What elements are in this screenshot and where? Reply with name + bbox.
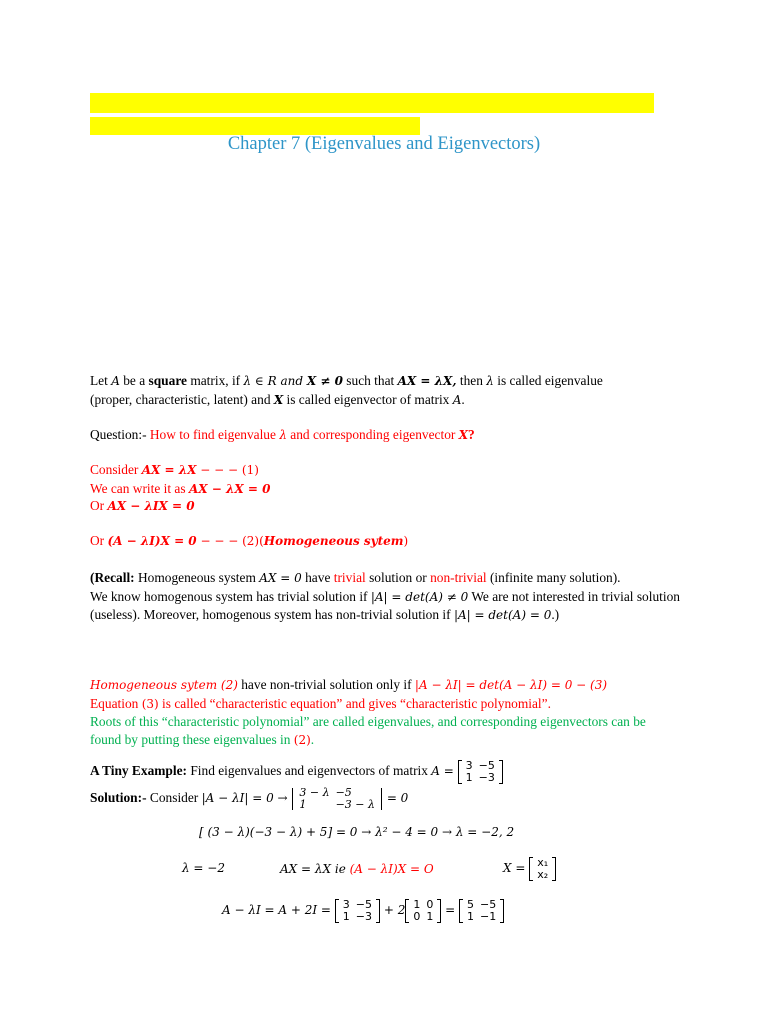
solution-line [90, 783, 408, 813]
def-square: square [148, 373, 187, 388]
def-text-5: then [456, 373, 487, 388]
step-4 [90, 532, 408, 550]
result-r3c: . [310, 731, 315, 747]
result-r2a: Equation [90, 695, 142, 711]
step-4-text: Or [90, 533, 108, 548]
recall-eq1: AX = 0 [259, 571, 302, 585]
matrix-cell: 1 [299, 797, 307, 811]
matrix-cell: −5 [478, 758, 495, 772]
example-label: A Tiny Example: [90, 763, 187, 778]
recall-t6: We are not interested in trivial solution (useless). Moreover, homogenous system has non-trivial solution if [90, 588, 680, 622]
recall-eq2: |A| = det(A) ≠ 0 [370, 589, 469, 604]
highlight-bar-top [90, 93, 654, 113]
matrix-cell: 1 [467, 909, 475, 923]
ax-equation [280, 860, 434, 878]
result-paragraph [90, 676, 680, 749]
result-r3a: Roots of this “characteristic polynomial” are called eigenvalues, and corresponding eigenvectors can be found by putting these eigenvalues in [90, 714, 646, 747]
result-r1a: Homogeneous sytem (2) [90, 678, 238, 692]
matrix-cell: −3 [355, 909, 373, 923]
x-vector [529, 857, 556, 881]
matrix-cell: −5 [355, 897, 373, 911]
x-vector-eq: X = [503, 861, 530, 875]
calc-plus: + 2 [380, 903, 406, 917]
matrix-cell: 1 [413, 897, 421, 911]
matrix-cell: 0 [413, 909, 421, 923]
example-eq: A = [431, 764, 458, 778]
example-line [90, 756, 503, 786]
solution-label: Solution:- [90, 790, 147, 805]
step-4-eq: (A − λI)X = 0 [107, 534, 197, 548]
recall-open: ( [90, 570, 95, 585]
def-cond1: λ ∈ R and [243, 374, 307, 388]
matrix-row [463, 772, 498, 784]
calc-line [222, 895, 504, 925]
recall-t3: solution or [365, 570, 431, 585]
matrix-cell: −5 [335, 785, 352, 799]
step-3-eq: AX − λIX = 0 [107, 499, 195, 513]
question-x: X [458, 428, 469, 442]
def-text-1: Let [90, 373, 112, 388]
solution-eq1: |A − λI| = 0 → [201, 791, 292, 805]
def-text-2: be a [119, 373, 149, 388]
x-vector-line [503, 853, 556, 883]
example-matrix [458, 760, 503, 784]
recall-t1: Homogeneous system [134, 570, 260, 585]
step-4-homog: Homogeneous sytem [263, 534, 404, 548]
def-text-3: matrix, if [186, 373, 244, 388]
step-1-eq: AX = λX [141, 463, 197, 477]
step-1-text: Consider [90, 462, 142, 477]
step-1 [90, 461, 259, 479]
def-lambda: λ [486, 374, 494, 388]
matrix-cell: 3 [342, 897, 350, 911]
question-line [90, 426, 475, 444]
matrix-row [410, 911, 436, 923]
def-line2c: . [461, 391, 465, 407]
matrix-cell: 0 [426, 897, 434, 911]
definition-paragraph [90, 372, 680, 409]
recall-eq3: |A| = det(A) = 0 [453, 608, 552, 622]
def-text-6: is called eigenvalue [493, 373, 603, 388]
question-lambda: λ [279, 428, 287, 442]
step-4-close: ) [403, 534, 409, 548]
step-2-text: We can write it as [90, 481, 189, 496]
def-a2: A [452, 392, 462, 407]
calc-matrix-result [459, 899, 504, 923]
step-1-num: − − − (1) [196, 463, 259, 477]
example-text: Find eigenvalues and eigenvectors of matrix [186, 763, 432, 778]
result-r3b: (2) [293, 732, 311, 747]
recall-trivial: trivial [333, 570, 366, 585]
calc-matrix-i [405, 899, 441, 923]
ax-red: (A − λI)X = O [349, 862, 434, 876]
matrix-row [296, 799, 378, 811]
def-line2b: is called eigenvector of matrix [283, 391, 453, 407]
calc-lhs: A − λI = A + 2I = [222, 903, 335, 917]
question-text-2: and corresponding eigenvector [286, 427, 459, 442]
question-text: How to find eigenvalue [149, 427, 280, 442]
def-text-4: such that [342, 373, 398, 388]
matrix-cell: 3 [465, 758, 473, 772]
solution-determinant [291, 787, 383, 811]
matrix-cell: 1 [342, 909, 350, 923]
recall-t2: have [301, 570, 334, 585]
def-line2a: (proper, characteristic, latent) and [90, 391, 274, 407]
recall-nontrivial: non-trivial [430, 570, 487, 585]
characteristic-equation: [ (3 − λ)(−3 − λ) + 5] = 0 → λ² − 4 = 0 → λ = −2, 2 [199, 825, 515, 839]
matrix-row [464, 911, 499, 923]
matrix-row [340, 911, 375, 923]
step-2-eq: AX − λX = 0 [188, 482, 271, 496]
result-r2b: (3) [141, 696, 159, 711]
def-eq: AX = λX, [397, 374, 457, 388]
step-3 [90, 497, 195, 515]
matrix-cell: −3 [478, 770, 495, 784]
question-mark: ? [468, 427, 475, 442]
matrix-cell: −1 [480, 909, 497, 923]
calc-eq: = [441, 903, 460, 917]
def-x: X [273, 392, 284, 407]
def-a: A [111, 374, 120, 388]
step-4-num: − − − (2)( [196, 534, 264, 548]
lambda-case: λ = −2 [182, 861, 225, 875]
matrix-cell: −3 − λ [335, 797, 375, 811]
matrix-cell: 5 [467, 897, 475, 911]
matrix-cell: 1 [465, 770, 473, 784]
step-3-text: Or [90, 498, 108, 513]
recall-t7: .) [551, 607, 560, 622]
matrix-cell: x₁ [537, 855, 549, 869]
step-2 [90, 480, 270, 498]
matrix-cell: 3 − λ [299, 785, 330, 799]
calc-matrix-a [335, 899, 380, 923]
recall-t4: (infinite many solution). [486, 570, 621, 585]
question-label: Question:- [90, 427, 150, 442]
result-r1c: |A − λI| = det(A − λI) = 0 − (3) [414, 678, 608, 692]
matrix-row [534, 869, 551, 881]
def-cond2: X ≠ 0 [306, 374, 343, 388]
ax-text: AX = λX ie [280, 862, 350, 876]
matrix-cell: x₂ [537, 867, 549, 881]
result-r2c: is called “characteristic equation” and gives “characteristic polynomial”. [158, 695, 551, 711]
solution-text: Consider [146, 790, 202, 805]
solution-eq2: = 0 [383, 791, 409, 805]
recall-label: Recall: [94, 570, 135, 585]
recall-paragraph [90, 569, 680, 625]
matrix-cell: −5 [480, 897, 497, 911]
chapter-title: Chapter 7 (Eigenvalues and Eigenvectors) [227, 134, 541, 154]
recall-t5: We know homogenous system has trivial solution if [90, 588, 371, 604]
matrix-cell: 1 [426, 909, 434, 923]
result-r1b: have non-trivial solution only if [237, 677, 415, 692]
